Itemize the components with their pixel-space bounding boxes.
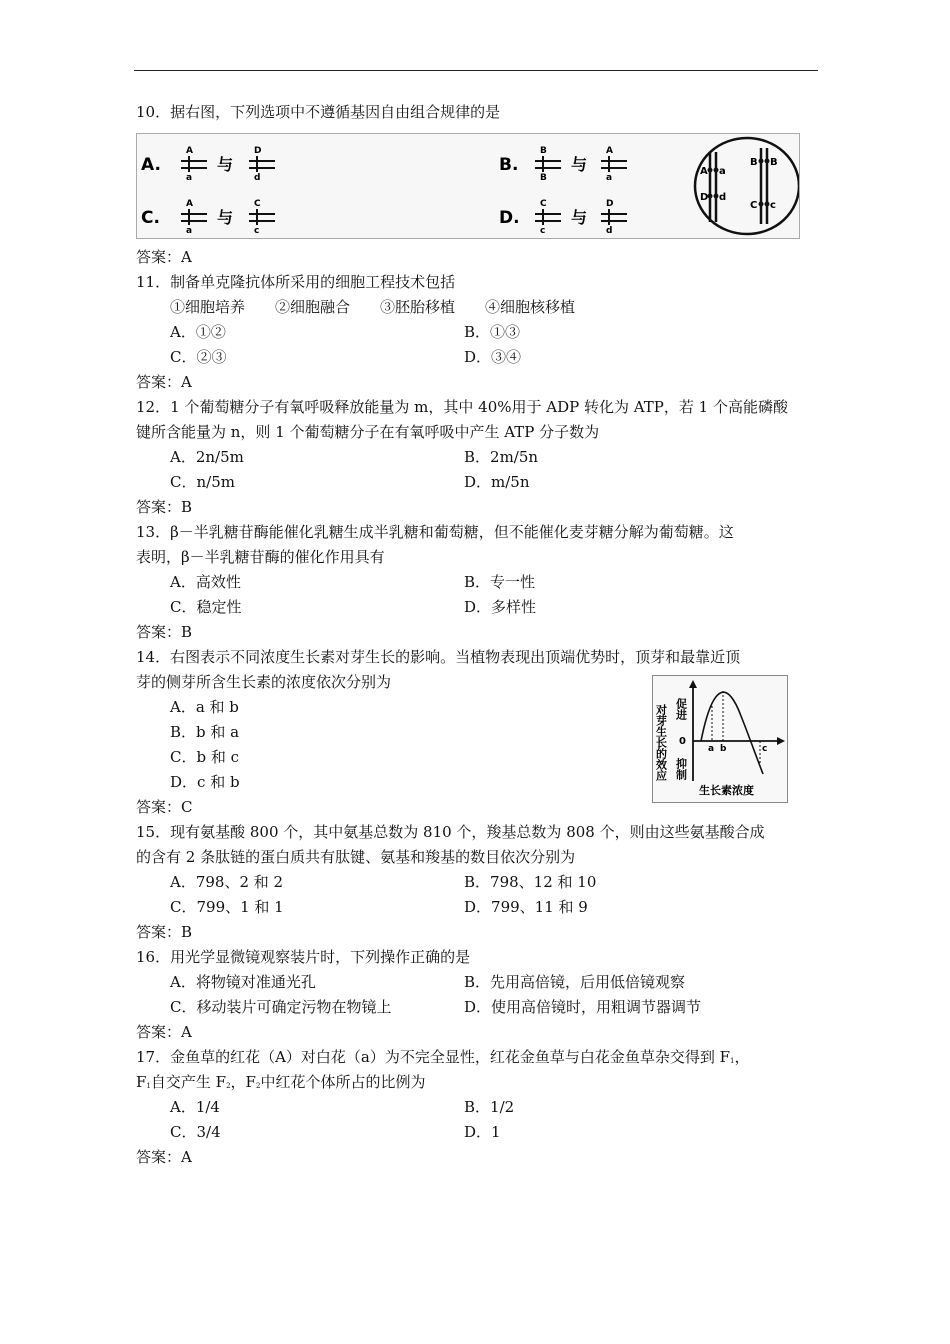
q10-opt-a-right-chromatids: [249, 146, 275, 183]
q11-option-a: A．①②: [170, 323, 226, 341]
q15-stem-line1: 15．现有氨基酸 800 个，其中氨基总数为 810 个，羧基总数为 808 个，则由这些氨基酸合成: [136, 823, 765, 841]
q15-option-a: A．798、2 和 2: [170, 873, 284, 891]
q10-opt-b-right-chromatids: [601, 146, 627, 183]
q12-stem-line1: 12．1 个葡萄糖分子有氧呼吸释放能量为 m，其中 40%用于 ADP 转化为 ATP，若 1 个高能磷酸: [136, 398, 788, 416]
q14-option-d: D．c 和 b: [170, 773, 240, 791]
q14-inhibit-label: 抑制: [674, 758, 688, 780]
svg-text:a: a: [186, 173, 193, 183]
q15-options-row2: [136, 895, 820, 920]
q10-opt-d-left-chromatids: [535, 199, 561, 236]
q12-option-b: B．2m/5n: [464, 448, 539, 466]
q14-answer: 答案：C: [136, 798, 193, 816]
q10-opt-c-label: C.: [141, 208, 160, 228]
q17-option-c: C．3/4: [170, 1123, 221, 1141]
q16-options-row2: [136, 995, 820, 1020]
svg-text:D: D: [254, 146, 262, 156]
q12-options-row1: [136, 445, 820, 470]
q17-option-b: B．1/2: [464, 1098, 515, 1116]
svg-text:A: A: [606, 146, 613, 156]
q17-answer: 答案：A: [136, 1148, 192, 1166]
svg-text:d: d: [606, 226, 613, 236]
q10-answer: 答案：A: [136, 248, 192, 266]
q14-growth-chart: [653, 676, 787, 802]
q12-options-row2: [136, 470, 820, 495]
q13-options-row1: [136, 570, 820, 595]
q17-options-row1: [136, 1095, 820, 1120]
q14-point-a: a: [708, 744, 715, 754]
q13-option-b: B．专一性: [464, 573, 536, 591]
svg-text:C: C: [540, 199, 547, 209]
q13-option-c: C．稳定性: [170, 598, 242, 616]
q12-option-d: D．m/5n: [464, 473, 530, 491]
q14-point-b: b: [720, 744, 727, 754]
q11-option-c: C．②③: [170, 348, 227, 366]
q14-option-c: C．b 和 c: [170, 748, 240, 766]
q13-option-a: A．高效性: [170, 573, 241, 591]
q10-opt-b-label: B.: [499, 155, 519, 175]
q11-stem: 11．制备单克隆抗体所采用的细胞工程技术包括: [136, 273, 456, 291]
svg-text:A: A: [186, 146, 193, 156]
q10-opt-b-left-chromatids: [535, 146, 561, 183]
q16-option-a: A．将物镜对准通光孔: [170, 973, 316, 991]
q10-opt-b-connector: 与: [571, 155, 588, 174]
q15-option-d: D．799、11 和 9: [464, 898, 588, 916]
q11-option-d: D．③④: [464, 348, 522, 366]
svg-text:c: c: [540, 226, 546, 236]
q10-gene-diagram: [137, 134, 799, 238]
q16-option-d: D．使用高倍镜时，用粗调节器调节: [464, 998, 702, 1016]
svg-text:C: C: [254, 199, 261, 209]
q14-xlabel: 生长素浓度: [699, 784, 754, 797]
svg-text:d: d: [254, 173, 261, 183]
q17-stem-line2: $F_1$自交产生 $F_2$，$F_2$中红花个体所占的比例为: [136, 1073, 426, 1091]
q14-figure: [652, 675, 788, 803]
q10-cell-diagram: [695, 138, 799, 234]
svg-text:c: c: [770, 200, 776, 211]
q10-figure: [136, 133, 800, 239]
header-rule: [134, 70, 818, 71]
q13-options-row2: [136, 595, 820, 620]
q14-ylabel-1: 对芽生长的效应: [654, 704, 668, 781]
q14-option-a: A．a 和 b: [170, 698, 239, 716]
svg-text:a: a: [719, 166, 726, 177]
q15-option-c: C．799、1 和 1: [170, 898, 284, 916]
q12-option-c: C．n/5m: [170, 473, 235, 491]
q11-answer: 答案：A: [136, 373, 192, 391]
q11-option-b: B．①③: [464, 323, 521, 341]
q14-stem-line1: 14．右图表示不同浓度生长素对芽生长的影响。当植物表现出顶端优势时，顶芽和最靠近顶: [136, 648, 741, 666]
q14-promote-label: 促进: [674, 698, 688, 720]
svg-text:C: C: [750, 200, 758, 211]
svg-text:B: B: [540, 173, 547, 183]
q10-opt-c-left-chromatids: [181, 199, 207, 236]
svg-text:A: A: [186, 199, 193, 209]
q17-option-d: D．1: [464, 1123, 501, 1141]
q13-answer: 答案：B: [136, 623, 193, 641]
q16-answer: 答案：A: [136, 1023, 192, 1041]
q17-options-row2: [136, 1120, 820, 1145]
svg-text:B: B: [540, 146, 547, 156]
q10-opt-a-connector: 与: [217, 155, 234, 174]
svg-text:c: c: [254, 226, 260, 236]
svg-text:B: B: [750, 157, 758, 168]
svg-text:A: A: [700, 166, 708, 177]
q14-stem-line2: 芽的侧芽所含生长素的浓度依次分别为: [136, 673, 392, 691]
q14-point-c: c: [762, 744, 768, 754]
q15-stem-line2: 的含有 2 条肽链的蛋白质共有肽键、氨基和羧基的数目依次分别为: [136, 848, 576, 866]
q11-options-row2: [136, 345, 820, 370]
q13-option-d: D．多样性: [464, 598, 537, 616]
q16-option-b: B．先用高倍镜，后用低倍镜观察: [464, 973, 686, 991]
q11-items: ①细胞培养 ②细胞融合 ③胚胎移植 ④细胞核移植: [170, 298, 576, 316]
q16-option-c: C．移动装片可确定污物在物镜上: [170, 998, 392, 1016]
q14-curve: [701, 692, 763, 774]
q17-option-a: A．1/4: [170, 1098, 220, 1116]
svg-text:D: D: [700, 192, 709, 203]
q10-opt-a-label: A.: [141, 155, 161, 175]
svg-text:D: D: [606, 199, 614, 209]
q10-opt-d-right-chromatids: [601, 199, 627, 236]
q12-option-a: A．2n/5m: [170, 448, 244, 466]
q10-opt-c-connector: 与: [217, 208, 234, 227]
q15-answer: 答案：B: [136, 923, 193, 941]
q13-stem-line2: 表明，β－半乳糖苷酶的催化作用具有: [136, 548, 385, 566]
q14-zero-label: 0: [679, 736, 686, 747]
q16-stem: 16．用光学显微镜观察装片时，下列操作正确的是: [136, 948, 471, 966]
svg-text:a: a: [186, 226, 193, 236]
q10-opt-a-left-chromatids: [181, 146, 207, 183]
q10-opt-d-label: D.: [499, 208, 520, 228]
q10-opt-c-right-chromatids: [249, 199, 275, 236]
q17-stem-line1: 17．金鱼草的红花（A）对白花（a）为不完全显性，红花金鱼草与白花金鱼草杂交得到 $F_1$，: [136, 1048, 750, 1066]
svg-text:d: d: [719, 192, 727, 203]
q10-opt-d-connector: 与: [571, 208, 588, 227]
q16-options-row1: [136, 970, 820, 995]
q13-stem-line1: 13．β－半乳糖苷酶能催化乳糖生成半乳糖和葡萄糖，但不能催化麦芽糖分解为葡萄糖。这: [136, 523, 734, 541]
q15-options-row1: [136, 870, 820, 895]
q10-stem: 10．据右图，下列选项中不遵循基因自由组合规律的是: [136, 103, 501, 121]
q14-option-b: B．b 和 a: [170, 723, 240, 741]
q12-stem-line2: 键所含能量为 n，则 1 个葡萄糖分子在有氧呼吸中产生 ATP 分子数为: [136, 423, 600, 441]
q15-option-b: B．798、12 和 10: [464, 873, 597, 891]
document-page: [136, 100, 820, 1170]
q12-answer: 答案：B: [136, 498, 193, 516]
q11-options-row1: [136, 320, 820, 345]
svg-text:a: a: [606, 173, 613, 183]
svg-text:B: B: [770, 157, 778, 168]
